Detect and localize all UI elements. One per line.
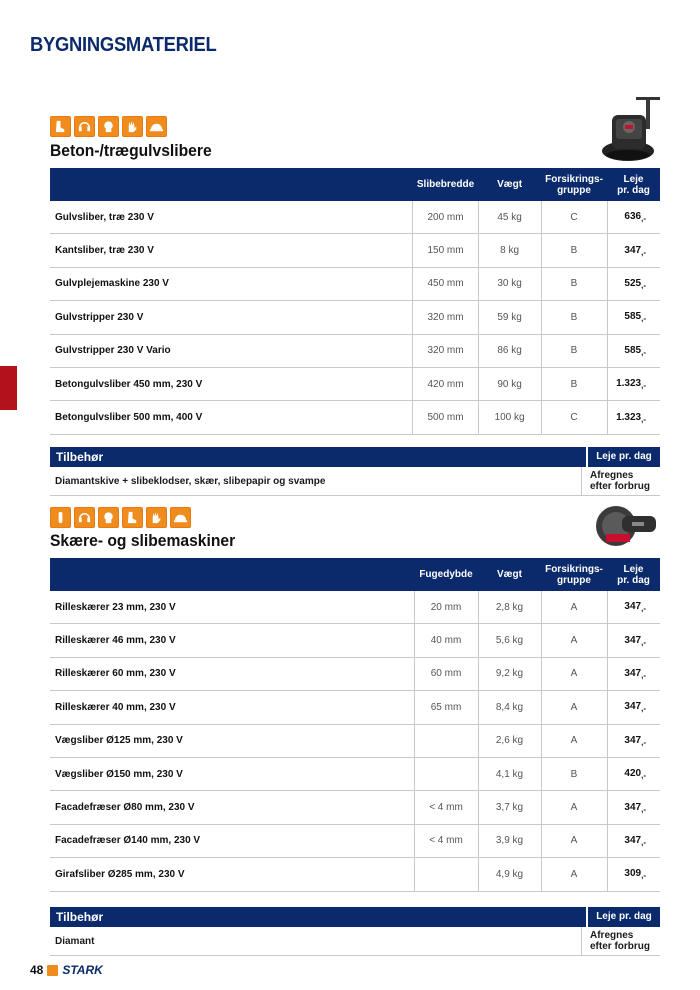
price-suffix: ,- [641, 247, 646, 257]
weight-value: 59 kg [478, 301, 541, 334]
header-insurance-group: Forsikrings- gruppe [541, 558, 607, 591]
insurance-group-value: A [541, 691, 607, 724]
insurance-group-value: A [541, 657, 607, 690]
weight-value: 5,6 kg [478, 624, 541, 657]
price-suffix: ,- [641, 871, 646, 881]
price-suffix: ,- [641, 347, 646, 357]
price-value [607, 757, 660, 790]
accessory-block [50, 907, 660, 956]
table-header-row [50, 558, 660, 591]
weight-value: 3,9 kg [478, 824, 541, 857]
product-name: Facadefræser Ø140 mm, 230 V [50, 824, 414, 857]
spec-value: 500 mm [413, 401, 478, 434]
accessory-row [50, 927, 660, 956]
product-name: Rilleskærer 46 mm, 230 V [50, 624, 414, 657]
price-amount: 347 [624, 834, 642, 846]
spec-value [414, 757, 478, 790]
table-header-row [50, 168, 660, 201]
gloves-icon [146, 507, 167, 528]
product-name: Vægsliber Ø150 mm, 230 V [50, 757, 414, 790]
accessory-title: Tilbehør [50, 907, 586, 927]
price-suffix: ,- [641, 804, 646, 814]
table-row [50, 334, 660, 367]
spec-value: 150 mm [413, 234, 478, 267]
spec-value: 320 mm [413, 301, 478, 334]
spec-value [414, 858, 478, 891]
section-title: Beton-/trægulvslibere [50, 141, 212, 160]
ear-protection-icon [74, 507, 95, 528]
price-value [607, 201, 660, 234]
boots-icon [50, 116, 71, 137]
insurance-group-value: B [541, 757, 607, 790]
price-amount: 1.323 [616, 411, 642, 423]
product-name: Rilleskærer 23 mm, 230 V [50, 591, 414, 624]
weight-value: 9,2 kg [478, 657, 541, 690]
weight-value: 45 kg [478, 201, 541, 234]
price-suffix: ,- [641, 604, 646, 614]
header-width: Slibebredde [413, 168, 478, 201]
table-row [50, 201, 660, 234]
price-suffix: ,- [641, 214, 646, 224]
page-footer [30, 963, 103, 977]
table-row [50, 724, 660, 757]
price-amount: 347 [624, 244, 642, 256]
product-name: Gulvstripper 230 V Vario [50, 334, 413, 367]
spec-value: 20 mm [414, 591, 478, 624]
accessory-rate-label: Leje pr. dag [588, 907, 660, 927]
price-value [607, 334, 660, 367]
price-suffix: ,- [641, 637, 646, 647]
price-suffix: ,- [641, 771, 646, 781]
insurance-group-value: B [541, 267, 607, 300]
price-value [607, 367, 660, 400]
accessory-row [50, 467, 660, 496]
insurance-group-value: C [541, 401, 607, 434]
insurance-group-value: A [541, 624, 607, 657]
accessory-description: Diamantskive + slibeklodser, skær, slibepapir og svampe [55, 475, 326, 487]
price-value [607, 591, 660, 624]
price-suffix: ,- [641, 314, 646, 324]
table-row [50, 624, 660, 657]
product-name: Rilleskærer 60 mm, 230 V [50, 657, 414, 690]
weight-value: 30 kg [478, 267, 541, 300]
accessory-rate-label: Leje pr. dag [588, 447, 660, 467]
spec-value: 40 mm [414, 624, 478, 657]
spec-value: 420 mm [413, 367, 478, 400]
table-row [50, 691, 660, 724]
price-amount: 309 [624, 868, 642, 880]
safety-icons-row [50, 116, 167, 136]
header-daily-rent: Leje pr. dag [607, 558, 660, 591]
product-name: Betongulvsliber 500 mm, 400 V [50, 401, 413, 434]
price-amount: 347 [624, 801, 642, 813]
product-name: Girafsliber Ø285 mm, 230 V [50, 858, 414, 891]
wall-chaser-image [592, 500, 662, 552]
price-value [607, 824, 660, 857]
insurance-group-value: A [541, 724, 607, 757]
insurance-group-value: A [541, 824, 607, 857]
product-name: Gulvsliber, træ 230 V [50, 201, 413, 234]
price-value [607, 791, 660, 824]
price-amount: 347 [624, 601, 642, 613]
product-name: Facadefræser Ø80 mm, 230 V [50, 791, 414, 824]
helmet-icon [170, 507, 191, 528]
header-daily-rent: Leje pr. dag [607, 168, 660, 201]
page-title: BYGNINGSMATERIEL [30, 34, 217, 56]
price-amount: 1.323 [616, 378, 642, 390]
weight-value: 2,6 kg [478, 724, 541, 757]
price-amount: 585 [624, 311, 642, 323]
price-suffix: ,- [641, 704, 646, 714]
section-tab-marker [0, 366, 17, 410]
price-suffix: ,- [641, 280, 646, 290]
product-name: Gulvstripper 230 V [50, 301, 413, 334]
safety-icons-row [50, 507, 191, 527]
floor-grinder-image [598, 95, 662, 165]
section-title: Skære- og slibemaskiner [50, 531, 236, 550]
insurance-group-value: A [541, 591, 607, 624]
header-weight: Vægt [478, 168, 541, 201]
weight-value: 4,9 kg [478, 858, 541, 891]
price-value [607, 657, 660, 690]
header-name [50, 168, 413, 201]
price-suffix: ,- [641, 670, 646, 680]
price-amount: 420 [624, 768, 642, 780]
spec-value: 60 mm [414, 657, 478, 690]
weight-value: 3,7 kg [478, 791, 541, 824]
insurance-group-value: A [541, 858, 607, 891]
price-suffix: ,- [641, 737, 646, 747]
price-value [607, 267, 660, 300]
weight-value: 86 kg [478, 334, 541, 367]
insurance-group-value: B [541, 234, 607, 267]
insurance-group-value: C [541, 201, 607, 234]
gloves-icon [122, 116, 143, 137]
cutting-machines-table [50, 558, 660, 892]
price-amount: 347 [624, 701, 642, 713]
insurance-group-value: B [541, 301, 607, 334]
price-value [607, 724, 660, 757]
weight-value: 8,4 kg [478, 691, 541, 724]
boots-icon [122, 507, 143, 528]
spec-value: 65 mm [414, 691, 478, 724]
spec-value: 320 mm [413, 334, 478, 367]
accessory-header [50, 447, 660, 467]
mask-icon [98, 116, 119, 137]
price-value [607, 624, 660, 657]
table-row [50, 591, 660, 624]
weight-value: 2,8 kg [478, 591, 541, 624]
accessory-block [50, 447, 660, 496]
weight-value: 8 kg [478, 234, 541, 267]
helmet-icon [146, 116, 167, 137]
accessory-description: Diamant [55, 935, 95, 947]
header-name [50, 558, 414, 591]
table-row [50, 824, 660, 857]
accessory-title: Tilbehør [50, 447, 586, 467]
spec-value: < 4 mm [414, 791, 478, 824]
header-joint-depth: Fugedybde [414, 558, 478, 591]
brand-name: STARK [62, 963, 103, 977]
insurance-group-value: B [541, 334, 607, 367]
spec-value: 450 mm [413, 267, 478, 300]
floor-grinders-table [50, 168, 660, 435]
product-name: Rilleskærer 40 mm, 230 V [50, 691, 414, 724]
price-suffix: ,- [641, 414, 646, 424]
spec-value: 200 mm [413, 201, 478, 234]
product-name: Vægsliber Ø125 mm, 230 V [50, 724, 414, 757]
price-amount: 347 [624, 634, 642, 646]
price-value [607, 858, 660, 891]
table-row [50, 301, 660, 334]
table-row [50, 657, 660, 690]
product-name: Betongulvsliber 450 mm, 230 V [50, 367, 413, 400]
accessory-note: Afregnes efter forbrug [581, 467, 660, 495]
price-suffix: ,- [641, 381, 646, 391]
product-name: Gulvplejemaskine 230 V [50, 267, 413, 300]
table-row [50, 367, 660, 400]
price-amount: 347 [624, 734, 642, 746]
price-value [607, 301, 660, 334]
price-value [607, 691, 660, 724]
product-name: Kantsliber, træ 230 V [50, 234, 413, 267]
price-value [607, 234, 660, 267]
mask-icon [98, 507, 119, 528]
price-value [607, 401, 660, 434]
table-row [50, 858, 660, 891]
header-weight: Vægt [478, 558, 541, 591]
table-row [50, 401, 660, 434]
accessory-note: Afregnes efter forbrug [581, 927, 660, 955]
spec-value: < 4 mm [414, 824, 478, 857]
table-row [50, 234, 660, 267]
stark-logo-icon [47, 965, 58, 976]
price-amount: 636 [624, 211, 642, 223]
table-row [50, 757, 660, 790]
weight-value: 90 kg [478, 367, 541, 400]
table-row [50, 791, 660, 824]
price-suffix: ,- [641, 837, 646, 847]
accessory-header [50, 907, 660, 927]
page-number: 48 [30, 963, 44, 977]
spec-value [414, 724, 478, 757]
header-insurance-group: Forsikrings- gruppe [541, 168, 607, 201]
table-row [50, 267, 660, 300]
insurance-group-value: A [541, 791, 607, 824]
ear-protection-icon [74, 116, 95, 137]
price-amount: 525 [624, 277, 642, 289]
price-amount: 585 [624, 344, 642, 356]
weight-value: 100 kg [478, 401, 541, 434]
ear-plug-icon [50, 507, 71, 528]
price-amount: 347 [624, 667, 642, 679]
insurance-group-value: B [541, 367, 607, 400]
weight-value: 4,1 kg [478, 757, 541, 790]
